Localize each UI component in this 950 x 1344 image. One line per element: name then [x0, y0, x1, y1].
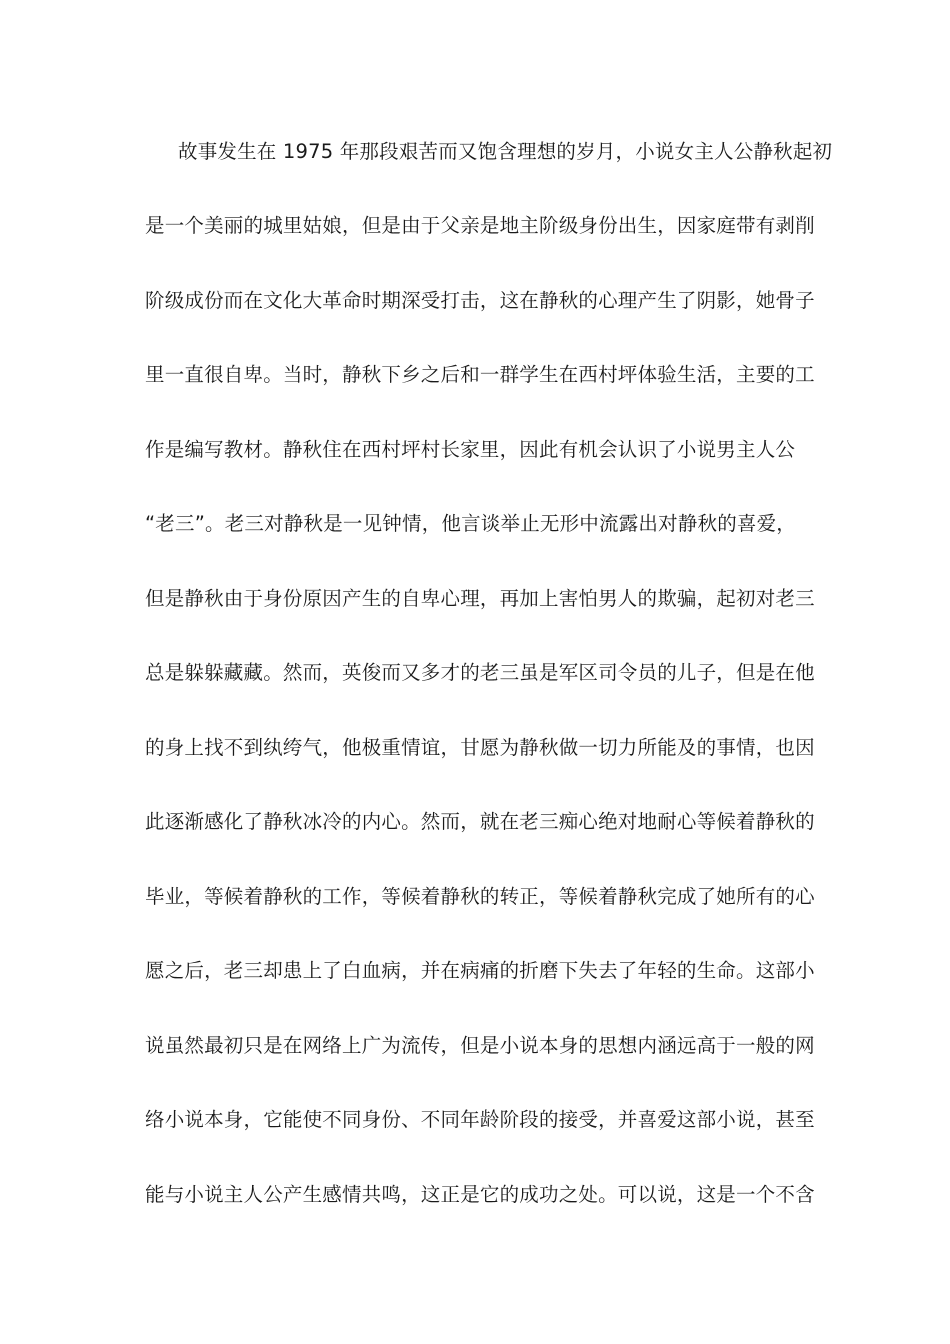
- paragraph-line-2: 是一个美丽的城里姑娘，但是由于父亲是地主阶级身份出生，因家庭带有剥削: [145, 214, 815, 237]
- paragraph-line-10: 此逐渐感化了静秋冰冷的内心。然而，就在老三痴心绝对地耐心等候着静秋的: [145, 810, 815, 833]
- paragraph-line-14: 络小说本身，它能使不同身份、不同年龄阶段的接受，并喜爱这部小说，甚至: [145, 1108, 815, 1131]
- paragraph-line-1: 故事发生在 1975 年那段艰苦而又饱含理想的岁月，小说女主人公静秋起初: [178, 140, 833, 163]
- paragraph-line-12: 愿之后，老三却患上了白血病，并在病痛的折磨下失去了年轻的生命。这部小: [145, 959, 815, 982]
- paragraph-line-4: 里一直很自卑。当时，静秋下乡之后和一群学生在西村坪体验生活，主要的工: [145, 363, 815, 386]
- paragraph-line-5: 作是编写教材。静秋住在西村坪村长家里，因此有机会认识了小说男主人公: [145, 438, 796, 461]
- paragraph-line-3: 阶级成份而在文化大革命时期深受打击，这在静秋的心理产生了阴影，她骨子: [145, 289, 815, 312]
- paragraph-line-7: 但是静秋由于身份原因产生的自卑心理，再加上害怕男人的欺骗，起初对老三: [145, 587, 815, 610]
- paragraph-line-13: 说虽然最初只是在网络上广为流传，但是小说本身的思想内涵远高于一般的网: [145, 1034, 815, 1057]
- paragraph-line-9: 的身上找不到纨绔气，他极重情谊，甘愿为静秋做一切力所能及的事情，也因: [145, 736, 815, 759]
- paragraph-line-11: 毕业，等候着静秋的工作，等候着静秋的转正，等候着静秋完成了她所有的心: [145, 885, 815, 908]
- paragraph-line-15: 能与小说主人公产生感情共鸣，这正是它的成功之处。可以说，这是一个不含: [145, 1183, 815, 1206]
- paragraph-line-6: “老三”。老三对静秋是一见钟情，他言谈举止无形中流露出对静秋的喜爱，: [145, 512, 797, 535]
- paragraph-line-8: 总是躲躲藏藏。然而，英俊而又多才的老三虽是军区司令员的儿子，但是在他: [145, 661, 815, 684]
